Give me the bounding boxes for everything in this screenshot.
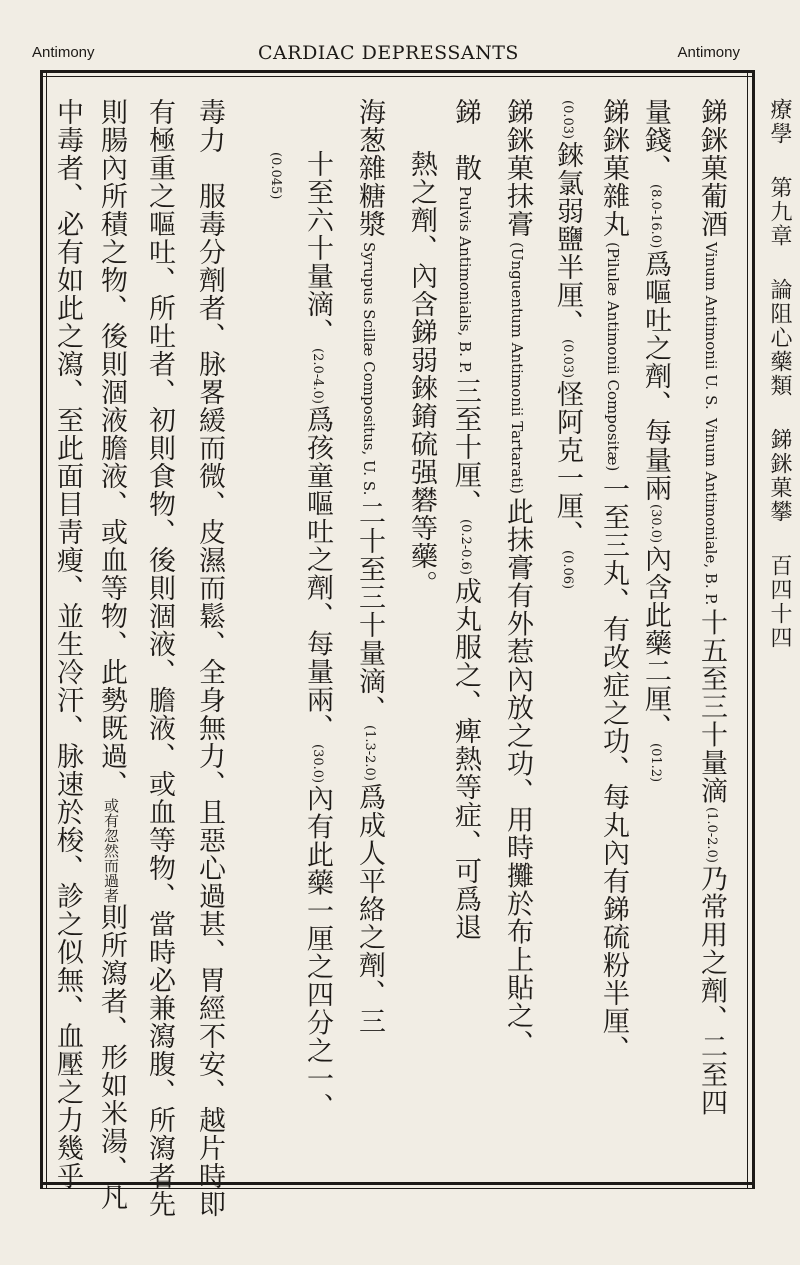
text-column-7: 熱之劑、內含銻弱錸錥硫强礬等藥。 xyxy=(406,150,437,598)
text-column-2: 量錢、(8.0-16.0)爲嘔吐之劑、每量兩(30.0)內含此藥二厘、(01.2) xyxy=(640,98,671,783)
text-column-5: 銻銤菓抹膏(Unguentum Antimonii Tartarati)此抹膏有外惹內放之功、用時攤於布上貼之、 xyxy=(502,98,533,1058)
side-chapter-title: 論阻心藥類 xyxy=(767,278,792,398)
text-column-4: (0.03)錸氯弱鹽半厘、(0.03)怪阿克一厘、(0.06) xyxy=(552,100,583,590)
header-title: CARDIAC DEPRESSANTS xyxy=(258,42,519,64)
right-border-thin xyxy=(747,70,748,1189)
side-subject: 療學 xyxy=(767,98,792,146)
text-column-14: 中毒者、必有如此之瀉、至此面目靑瘦、並生冷汗、脉速於梭、診之似無、血壓之力幾乎 xyxy=(52,98,83,1190)
page-number: 百四十四 xyxy=(767,554,792,650)
left-border-thin xyxy=(46,70,47,1189)
top-rule-thin xyxy=(40,76,755,77)
text-column-3: 銻銤菓雜丸(Pilulæ Antimonii Compositæ)一至三丸、有改症之功、每丸內有銻硫粉半厘、 xyxy=(598,98,629,1064)
text-column-12: 有極重之嘔吐、所吐者、初則食物、後則涸液、膽液、或血等物、當時必兼瀉腹、所瀉者先 xyxy=(144,98,175,1218)
header-left: Antimony xyxy=(32,44,95,61)
text-column-10: (0.045) xyxy=(268,152,283,200)
left-border xyxy=(40,70,43,1189)
text-column-1: 銻銤菓葡酒Vinum Antimonii U. S.Vinum Antimoniale, B. P.十五至三十量滴(1.0-2.0)乃常用之劑、二至四 xyxy=(696,98,727,1117)
text-column-11: 毒力 服毒分劑者、脉畧緩而微、皮濕而鬆、全身無力、且惡心過甚、胃經不安、越片時即 xyxy=(194,98,225,1218)
text-column-8: 海葱雜糖漿Syrupus Scillæ Compositus, U. S.二十至三十量滴、(1.3-2.0)爲成人平絡之劑、三 xyxy=(354,98,385,1036)
text-column-6: 銻 散Pulvis Antimonialis, B. P.三至十厘、(0.2-0.6)成丸服之、痺熱等症、可爲退 xyxy=(450,98,481,942)
top-rule xyxy=(40,70,755,73)
header-right: Antimony xyxy=(677,44,740,61)
side-chapter: 第九章 xyxy=(767,176,792,248)
side-margin xyxy=(758,98,798,1198)
text-column-9: 十至六十量滴、(2.0-4.0)爲孩童嘔吐之劑、每量兩、(30.0)內有此藥一厘之四分之一、 xyxy=(302,150,333,1121)
text-column-13: 則腸內所積之物、後則涸液膽液、或血等物、此勢既過、或有忽然而過者則所瀉者、形如米湯、凡 xyxy=(96,98,127,1211)
right-border xyxy=(752,70,755,1189)
side-section: 銻銤菓攀 xyxy=(767,428,792,524)
